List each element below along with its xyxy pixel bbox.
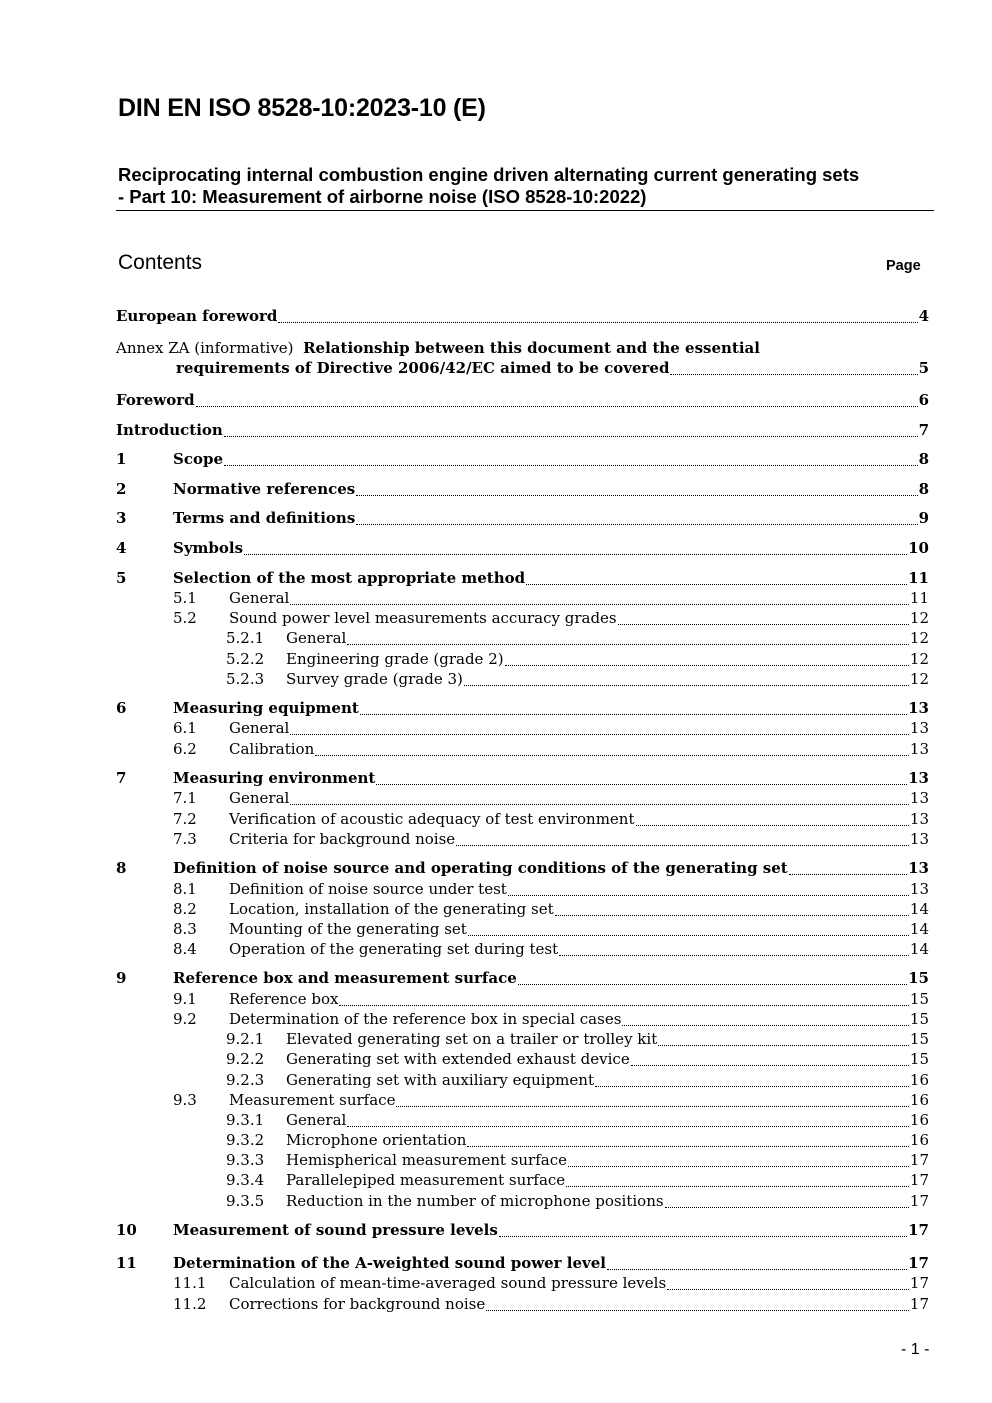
dot-leader <box>658 1029 909 1049</box>
toc-entry-title: Measuring environment <box>173 769 376 787</box>
dot-leader <box>315 739 909 759</box>
toc-entry-page: 16 <box>909 1111 929 1129</box>
toc-entry-page: 13 <box>909 830 929 848</box>
toc-entry-page: 17 <box>909 1192 929 1210</box>
toc-entry-title: Corrections for background noise <box>229 1295 486 1313</box>
dot-leader <box>244 538 907 558</box>
toc-entry-page: 17 <box>908 1254 929 1272</box>
toc-entry-page: 4 <box>918 307 929 325</box>
toc-entry-number: 6.2 <box>173 740 197 758</box>
toc-entry-page: 13 <box>909 810 929 828</box>
toc-entry-number: 9.2.2 <box>226 1050 265 1068</box>
toc-entry-title: Elevated generating set on a trailer or trolley kit <box>286 1030 658 1048</box>
dot-leader <box>224 420 918 440</box>
dot-leader <box>568 1150 909 1170</box>
toc-entry-number: 6 <box>116 699 127 717</box>
toc-entry[interactable] <box>226 1130 929 1150</box>
toc-entry-title: General <box>229 589 290 607</box>
toc-entry[interactable] <box>226 1029 929 1049</box>
toc-entry-number: 8.4 <box>173 940 197 958</box>
toc-entry-page: 16 <box>909 1071 929 1089</box>
toc-entry-number: 8.1 <box>173 880 197 898</box>
toc-entry-title: Engineering grade (grade 2) <box>286 650 504 668</box>
toc-entry-page: 15 <box>908 969 929 987</box>
toc-entry-page: 6 <box>918 391 929 409</box>
toc-entry[interactable] <box>173 1009 929 1029</box>
dot-leader <box>667 1273 909 1293</box>
toc-entry-page: 15 <box>909 1050 929 1068</box>
toc-entry-page: 13 <box>908 769 929 787</box>
toc-entry[interactable] <box>116 858 929 878</box>
toc-entry[interactable] <box>116 568 929 588</box>
toc-entry[interactable] <box>173 788 929 808</box>
toc-entry-title: Definition of noise source and operating conditions of the generating set <box>173 859 788 877</box>
toc-entry-number: 2 <box>116 480 127 498</box>
dot-leader <box>278 306 917 326</box>
dot-leader <box>566 1170 909 1190</box>
toc-entry-title: Generating set with extended exhaust device <box>286 1050 630 1068</box>
subtitle-line: - Part 10: Measurement of airborne noise (ISO 8528-10:2022) <box>118 186 647 207</box>
subtitle-line: Reciprocating internal combustion engine driven alternating current generating sets <box>118 164 860 185</box>
toc-entry-page: 14 <box>909 920 929 938</box>
toc-entry[interactable] <box>116 768 929 788</box>
dot-leader <box>376 768 907 788</box>
toc-entry[interactable] <box>173 919 929 939</box>
toc-entry[interactable] <box>173 939 929 959</box>
dot-leader <box>508 879 909 899</box>
toc-entry-title: Parallelepiped measurement surface <box>286 1171 566 1189</box>
toc-entry-page: 5 <box>918 359 929 377</box>
dot-leader <box>467 1130 909 1150</box>
toc-entry-title: Reference box and measurement surface <box>173 969 517 987</box>
header-rule <box>116 210 934 211</box>
dot-leader <box>347 1110 909 1130</box>
toc-entry-title: Operation of the generating set during test <box>229 940 559 958</box>
contents-heading: Contents <box>118 251 203 274</box>
toc-entry-introduction[interactable] <box>116 420 929 440</box>
toc-entry-title: Calibration <box>229 740 315 758</box>
toc-entry-page: 13 <box>909 880 929 898</box>
toc-entry-number: 7.1 <box>173 789 197 807</box>
toc-entry-page: 12 <box>909 609 929 627</box>
toc-entry-number: 7.3 <box>173 830 197 848</box>
toc-entry-page: 17 <box>909 1171 929 1189</box>
toc-entry-title: Scope <box>173 450 224 468</box>
dot-leader <box>360 698 907 718</box>
toc-entry-page: 13 <box>908 859 929 877</box>
toc-entry[interactable] <box>173 1294 929 1314</box>
toc-entry-number: 9.3 <box>173 1091 197 1109</box>
toc-entry[interactable] <box>173 588 929 608</box>
doc-subtitle <box>118 164 933 208</box>
toc-entry-title: Measurement of sound pressure levels <box>173 1221 498 1239</box>
toc-entry[interactable] <box>116 968 929 988</box>
dot-leader <box>290 588 909 608</box>
toc-entry[interactable] <box>226 1049 929 1069</box>
dot-leader <box>555 899 909 919</box>
toc-entry-number: 8.3 <box>173 920 197 938</box>
toc-entry-page: 13 <box>909 719 929 737</box>
toc-entry-number: 10 <box>116 1221 137 1239</box>
toc-entry[interactable] <box>116 698 929 718</box>
toc-entry-title: European foreword <box>116 307 278 325</box>
dot-leader <box>456 829 909 849</box>
dot-leader <box>607 1253 907 1273</box>
toc-entry[interactable] <box>173 829 929 849</box>
toc-entry-number: 9.3.5 <box>226 1192 265 1210</box>
toc-entry-page: 15 <box>909 990 929 1008</box>
toc-entry[interactable] <box>116 479 929 499</box>
toc-entry-page: 13 <box>909 789 929 807</box>
toc-entry-number: 8 <box>116 859 127 877</box>
toc-entry-foreword[interactable] <box>116 390 929 410</box>
toc-entry-page: 17 <box>909 1151 929 1169</box>
toc-entry-page: 8 <box>918 480 929 498</box>
toc-entry-number: 4 <box>116 539 127 557</box>
toc-entry-page: 8 <box>918 450 929 468</box>
toc-entry-title: Sound power level measurements accuracy grades <box>229 609 617 627</box>
dot-leader <box>670 358 917 378</box>
toc-entry-page: 9 <box>918 509 929 527</box>
toc-entry-title: Microphone orientation <box>286 1131 467 1149</box>
dot-leader <box>356 479 917 499</box>
toc-entry-title: Verification of acoustic adequacy of test environment <box>229 810 635 828</box>
toc-entry-number: 5.2.2 <box>226 650 265 668</box>
toc-entry-number: 9.3.4 <box>226 1171 265 1189</box>
toc-entry-title: Hemispherical measurement surface <box>286 1151 568 1169</box>
toc-entry[interactable] <box>173 879 929 899</box>
toc-entry-number: 11.2 <box>173 1295 207 1313</box>
toc-entry-page: 12 <box>909 629 929 647</box>
toc-entry-number: 5.2.3 <box>226 670 265 688</box>
toc-entry-title: Relationship between this document and the essential <box>303 339 760 357</box>
dot-leader <box>196 390 918 410</box>
toc-entry-page: 11 <box>909 589 929 607</box>
toc-entry-page: 15 <box>909 1010 929 1028</box>
toc-entry[interactable] <box>173 608 929 628</box>
toc-entry-title: Reduction in the number of microphone positions <box>286 1192 664 1210</box>
toc-entry-number: 3 <box>116 509 127 527</box>
toc-entry-number: 9.1 <box>173 990 197 1008</box>
toc-entry-title: Reference box <box>229 990 339 1008</box>
toc-entry-title: Definition of noise source under test <box>229 880 507 898</box>
dot-leader <box>595 1070 909 1090</box>
toc-entry[interactable] <box>226 628 929 648</box>
toc-entry[interactable] <box>116 449 929 469</box>
toc-entry[interactable] <box>173 989 929 1009</box>
dot-leader <box>339 989 908 1009</box>
toc-entry-number: 9.2.1 <box>226 1030 265 1048</box>
toc-entry[interactable] <box>116 538 929 558</box>
dot-leader <box>356 508 917 528</box>
dot-leader <box>631 1049 909 1069</box>
toc-entry[interactable] <box>226 1170 929 1190</box>
toc-entry-title: Determination of the A-weighted sound power level <box>173 1254 607 1272</box>
toc-entry-number: 9 <box>116 969 127 987</box>
toc-entry[interactable] <box>226 1150 929 1170</box>
toc-entry-number: 5.1 <box>173 589 197 607</box>
toc-entry[interactable] <box>173 1273 929 1293</box>
toc-entry-title: Location, installation of the generating set <box>229 900 554 918</box>
toc-entry-title: Terms and definitions <box>173 509 356 527</box>
toc-entry-annex-za-line1[interactable] <box>116 338 760 358</box>
toc-entry[interactable] <box>226 669 929 689</box>
toc-entry-title: General <box>229 789 290 807</box>
toc-entry-title: Normative references <box>173 480 356 498</box>
toc-entry-number: 5.2 <box>173 609 197 627</box>
dot-leader <box>464 669 909 689</box>
toc-entry[interactable] <box>116 1220 929 1240</box>
toc-entry-title: Introduction <box>116 421 223 439</box>
toc-entry-page: 15 <box>909 1030 929 1048</box>
toc-entry-page: 7 <box>918 421 929 439</box>
toc-entry[interactable] <box>226 1191 929 1211</box>
toc-entry-page: 16 <box>909 1131 929 1149</box>
dot-leader <box>789 858 907 878</box>
dot-leader <box>636 809 909 829</box>
toc-entry-number: 9.2 <box>173 1010 197 1028</box>
toc-entry-number: 7 <box>116 769 127 787</box>
toc-entry-page: 13 <box>909 740 929 758</box>
toc-entry-page: 11 <box>908 569 929 587</box>
toc-entry-number: 5.2.1 <box>226 629 265 647</box>
toc-entry-number: 1 <box>116 450 127 468</box>
toc-entry-title: General <box>229 719 290 737</box>
toc-entry-number: 6.1 <box>173 719 197 737</box>
toc-entry-prefix: Annex ZA (informative) <box>116 339 294 357</box>
toc-entry-title: Measuring equipment <box>173 699 359 717</box>
toc-entry-title: Calculation of mean-time-averaged sound pressure levels <box>229 1274 667 1292</box>
dot-leader <box>347 628 909 648</box>
dot-leader <box>290 788 909 808</box>
toc-entry-title: Foreword <box>116 391 195 409</box>
toc-entry-title: Generating set with auxiliary equipment <box>286 1071 594 1089</box>
toc-entry[interactable] <box>173 718 929 738</box>
doc-id: DIN EN ISO 8528-10:2023-10 (E) <box>118 94 486 122</box>
dot-leader <box>665 1191 909 1211</box>
toc-entry-title: Mounting of the generating set <box>229 920 467 938</box>
toc-entry-title: Survey grade (grade 3) <box>286 670 463 688</box>
dot-leader <box>518 968 907 988</box>
toc-entry-page: 12 <box>909 670 929 688</box>
dot-leader <box>505 649 909 669</box>
toc-entry-number: 9.3.2 <box>226 1131 265 1149</box>
toc-entry-number: 9.2.3 <box>226 1071 265 1089</box>
dot-leader <box>290 718 909 738</box>
toc-entry-page: 12 <box>909 650 929 668</box>
toc-entry-title: requirements of Directive 2006/42/EC aimed to be covered <box>176 359 670 377</box>
dot-leader <box>559 939 909 959</box>
toc-entry[interactable] <box>116 1253 929 1273</box>
toc-entry-page: 16 <box>909 1091 929 1109</box>
page-number: - 1 - <box>901 1341 930 1358</box>
dot-leader <box>499 1220 907 1240</box>
toc-entry-number: 5 <box>116 569 127 587</box>
dot-leader <box>526 568 907 588</box>
toc-entry[interactable] <box>226 649 929 669</box>
toc-entry[interactable] <box>226 1110 929 1130</box>
toc-entry-number: 11.1 <box>173 1274 207 1292</box>
toc-entry-page: 17 <box>909 1295 929 1313</box>
toc-entry-european-foreword[interactable] <box>116 306 929 326</box>
toc-entry-number: 7.2 <box>173 810 197 828</box>
dot-leader <box>396 1090 908 1110</box>
dot-leader <box>622 1009 909 1029</box>
toc-entry-title: General <box>286 629 347 647</box>
toc-entry[interactable] <box>116 508 929 528</box>
toc-entry[interactable] <box>173 739 929 759</box>
dot-leader <box>224 449 918 469</box>
toc-entry-number: 11 <box>116 1254 137 1272</box>
dot-leader <box>468 919 909 939</box>
toc-entry-page: 14 <box>909 940 929 958</box>
toc-entry-title: Determination of the reference box in special cases <box>229 1010 622 1028</box>
toc-entry-number: 9.3.3 <box>226 1151 265 1169</box>
toc-entry-title: Selection of the most appropriate method <box>173 569 526 587</box>
toc-entry-title: General <box>286 1111 347 1129</box>
toc-entry-page: 14 <box>909 900 929 918</box>
page-column-heading: Page <box>886 258 921 274</box>
toc-entry[interactable] <box>226 1070 929 1090</box>
dot-leader <box>618 608 909 628</box>
toc-entry-title: Measurement surface <box>229 1091 396 1109</box>
toc-entry-page: 13 <box>908 699 929 717</box>
toc-entry-annex-za[interactable] <box>176 358 929 378</box>
toc-entry-title: Symbols <box>173 539 244 557</box>
toc-entry[interactable] <box>173 899 929 919</box>
toc-entry-number: 9.3.1 <box>226 1111 265 1129</box>
toc-entry-page: 17 <box>909 1274 929 1292</box>
toc-entry-number: 8.2 <box>173 900 197 918</box>
toc-entry[interactable] <box>173 1090 929 1110</box>
dot-leader <box>486 1294 909 1314</box>
toc-entry-page: 17 <box>908 1221 929 1239</box>
toc-entry-title: Criteria for background noise <box>229 830 456 848</box>
toc-entry-page: 10 <box>908 539 929 557</box>
toc-entry[interactable] <box>173 809 929 829</box>
